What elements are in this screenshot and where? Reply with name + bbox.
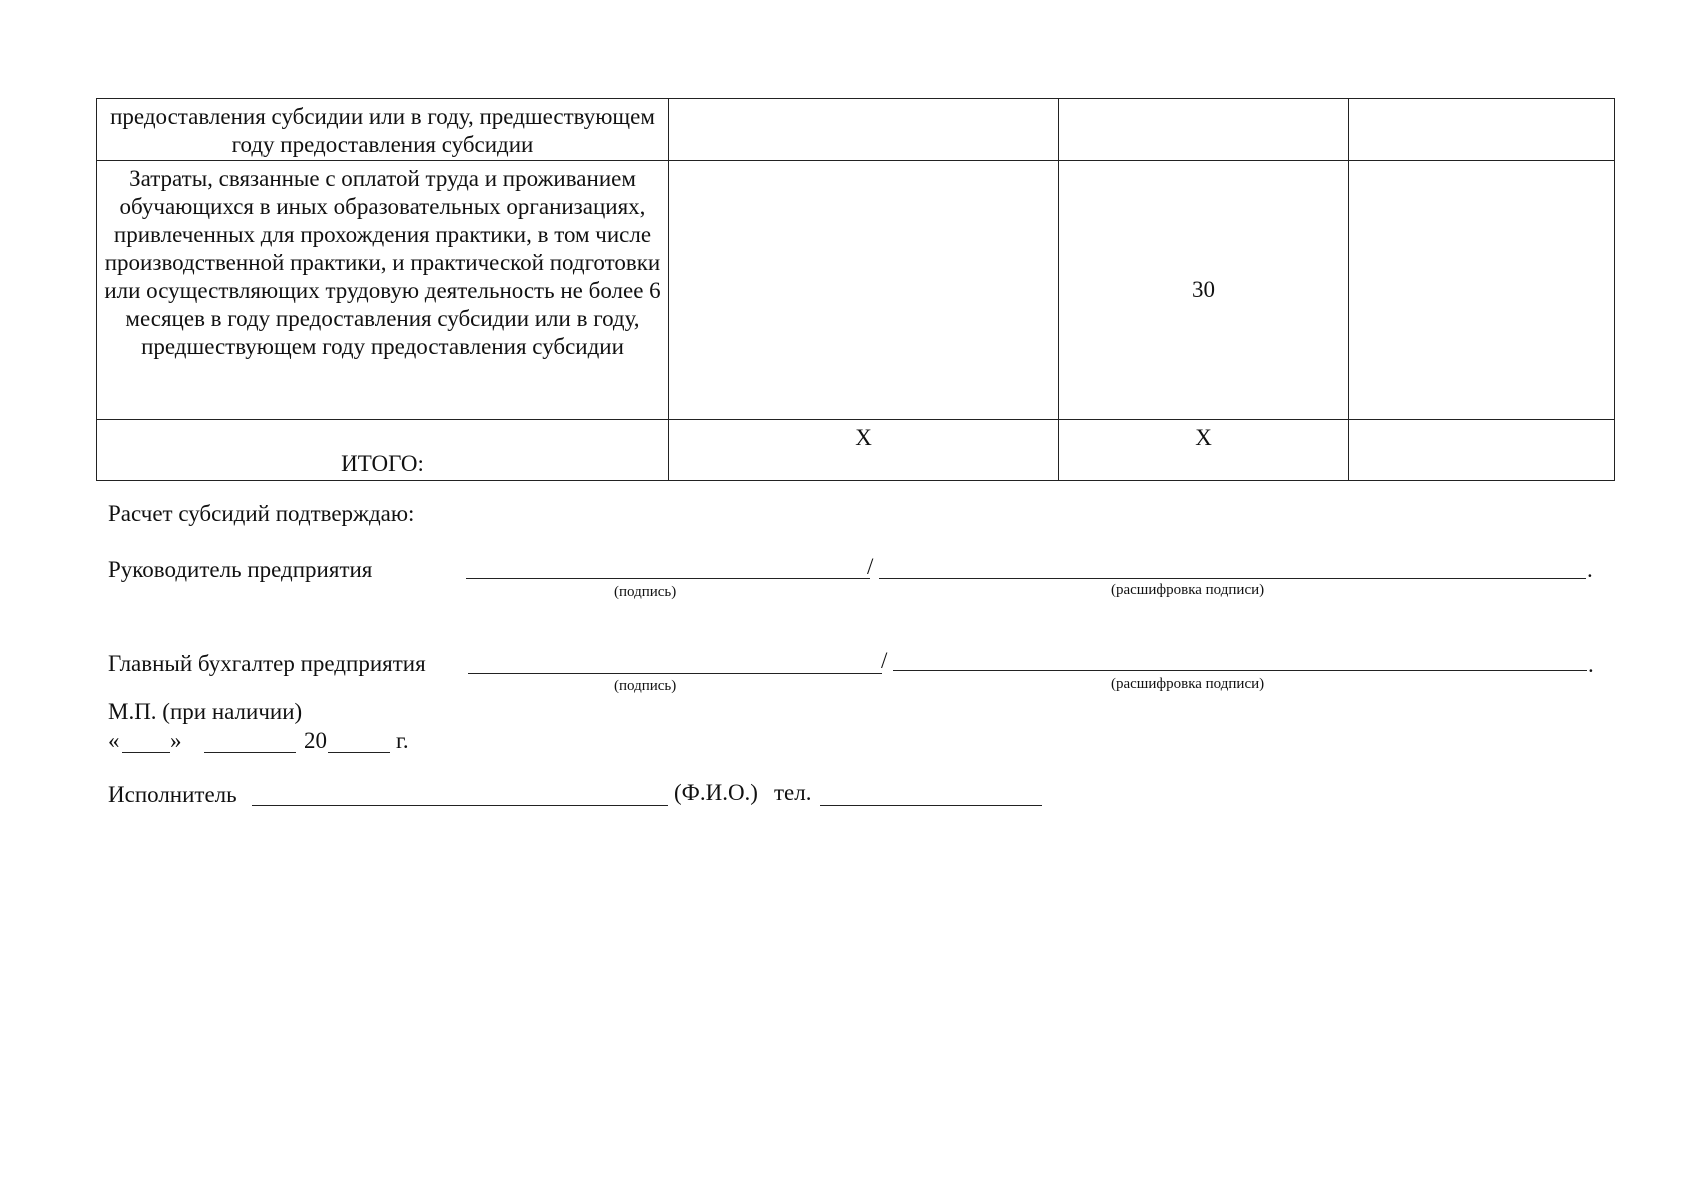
director-label: Руководитель предприятия — [108, 557, 373, 582]
table-cell — [669, 99, 1059, 161]
table-cell-value: 30 — [1059, 161, 1349, 420]
slash: / — [867, 554, 874, 579]
executor-fio: (Ф.И.О.) — [674, 780, 758, 805]
accountant-signature-line[interactable] — [468, 673, 882, 674]
confirm-text: Расчет субсидий подтверждаю: — [108, 501, 415, 526]
executor-phone-line[interactable] — [820, 805, 1042, 806]
stamp-text: М.П. (при наличии) — [108, 699, 303, 724]
table-cell — [669, 161, 1059, 420]
executor-phone-label: тел. — [774, 780, 812, 805]
date-year-line[interactable] — [328, 752, 390, 753]
decode-caption: (расшифровка подписи) — [1111, 582, 1265, 598]
signature-caption: (подпись) — [614, 584, 677, 600]
accountant-label: Главный бухгалтер предприятия — [108, 651, 426, 676]
table-cell — [1349, 161, 1615, 420]
executor-name-line[interactable] — [252, 805, 668, 806]
subsidy-table — [96, 98, 1615, 481]
table-cell — [1059, 99, 1349, 161]
row-description: Затраты, связанные с оплатой труда и проживанием обучающихся в иных образовательных организациях, привлеченных для прохождения практики, в том числе производственной практики, и практической подготовки или осуществляющих трудовую деятельность не более 6 месяцев в году предоставления субсидии или в году, предшествующем году предоставления субсидии — [97, 161, 669, 420]
date-year-suffix: г. — [396, 728, 409, 753]
table-cell — [1349, 99, 1615, 161]
total-cell-x: Х — [669, 420, 1059, 481]
date-day-line[interactable] — [122, 752, 170, 753]
date-year-prefix: 20 — [304, 728, 327, 753]
director-signature-line[interactable] — [466, 578, 870, 579]
total-row — [97, 420, 1615, 481]
dot: . — [1588, 652, 1594, 677]
date-close-quote: » — [170, 728, 182, 753]
total-label: ИТОГО: — [97, 420, 669, 481]
accountant-decode-line[interactable] — [893, 670, 1587, 671]
total-cell-x: Х — [1059, 420, 1349, 481]
date-open-quote: « — [108, 728, 120, 753]
table-cell — [1349, 420, 1615, 481]
slash: / — [881, 648, 888, 673]
executor-label: Исполнитель — [108, 782, 237, 807]
decode-caption: (расшифровка подписи) — [1111, 676, 1265, 692]
dot: . — [1587, 557, 1593, 582]
signature-caption: (подпись) — [614, 678, 677, 694]
table-row — [97, 161, 1615, 420]
date-month-line[interactable] — [204, 752, 296, 753]
row-description: предоставления субсидии или в году, предшествующем году предоставления субсидии — [97, 99, 669, 161]
table-row — [97, 99, 1615, 161]
director-decode-line[interactable] — [879, 578, 1586, 579]
